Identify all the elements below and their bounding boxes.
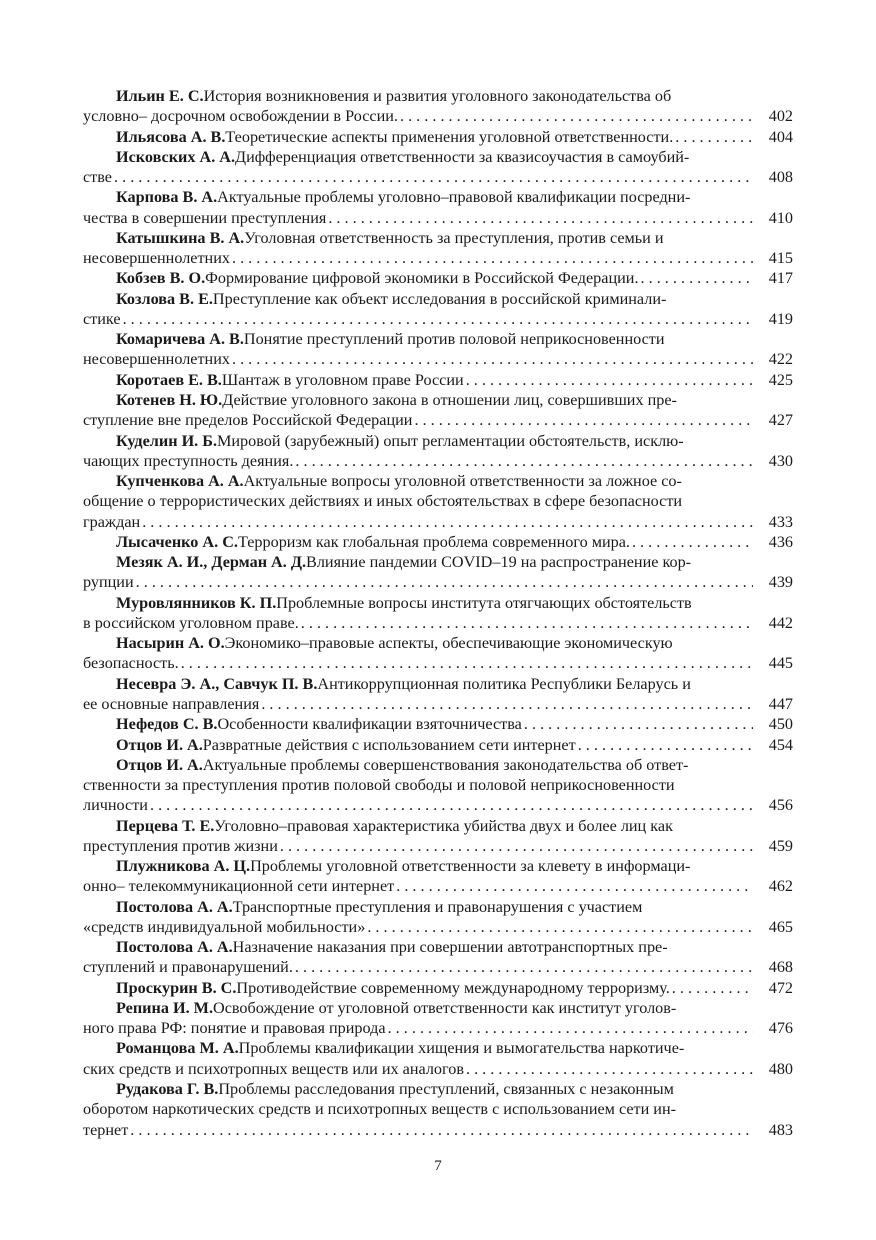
dot-leader — [181, 653, 753, 673]
dot-leader — [280, 836, 753, 856]
toc-author: Перцева Т. Е. — [116, 816, 215, 835]
toc-page-number: 408 — [768, 168, 793, 187]
dot-leader — [396, 876, 753, 896]
toc-entry[interactable] — [83, 735, 793, 755]
toc-line — [83, 836, 793, 856]
dot-leader — [400, 106, 753, 126]
toc-page-number: 447 — [768, 694, 793, 713]
toc-author: Плужникова А. Ц. — [116, 857, 251, 876]
toc-title-line: несовершеннолетних — [83, 350, 230, 369]
toc-entry[interactable] — [83, 978, 793, 998]
toc-title-line: стике — [83, 309, 121, 328]
toc-line — [83, 795, 793, 815]
toc-title-line: Развратные действия с использованием сети интернет — [202, 735, 576, 754]
toc-line — [83, 653, 793, 673]
toc-line — [83, 431, 793, 451]
toc-title-line: Действие уголовного закона в отношении лиц, совершивших пре- — [222, 390, 677, 409]
toc-title-line: личности — [83, 796, 148, 815]
toc-title-line: ственности за преступления против половой свободы и половой неприкосновенности — [83, 776, 675, 795]
toc-entry[interactable] — [83, 228, 793, 269]
toc-title-line: Транспортные преступления и правонарушения с участием — [232, 897, 643, 916]
toc-author: Котенев Н. Ю. — [116, 390, 223, 409]
toc-author: Катышкина В. А. — [116, 228, 245, 247]
toc-title-line: общение о террористических действиях и иных обстоятельствах в сфере безопасности — [83, 492, 683, 511]
toc-page-number: 404 — [768, 127, 793, 146]
toc-author: Отцов И. А. — [116, 735, 203, 754]
toc-entry[interactable] — [83, 289, 793, 330]
toc-line — [83, 775, 793, 795]
dot-leader — [301, 613, 753, 633]
toc-line — [83, 410, 793, 430]
dot-leader — [232, 349, 753, 369]
toc-title-line: преступления против жизни — [83, 836, 278, 855]
dot-leader — [388, 1018, 753, 1038]
toc-entry[interactable] — [83, 187, 793, 228]
toc-line — [83, 512, 793, 532]
toc-entry[interactable] — [83, 633, 793, 674]
toc-title-line: Проблемы расследования преступлений, связанных с незаконным — [218, 1080, 674, 1099]
toc-page-number: 459 — [768, 836, 793, 855]
toc-page-number: 430 — [768, 451, 793, 470]
toc-line — [83, 491, 793, 511]
dot-leader — [295, 957, 753, 977]
toc-line — [83, 248, 793, 268]
toc-line — [83, 106, 793, 126]
toc-line — [83, 451, 793, 471]
toc-title-line: ступлений и правонарушений. — [83, 958, 293, 977]
toc-author: Постолова А. А. — [116, 938, 233, 957]
toc-entry[interactable] — [83, 593, 793, 634]
toc-line — [83, 127, 793, 147]
toc-title-line: Понятие преступлений против половой неприкосновенности — [243, 330, 665, 349]
toc-title-line: ее основные направления — [83, 694, 260, 713]
toc-page-number: 422 — [768, 350, 793, 369]
toc-line — [83, 552, 793, 572]
toc-author: Комаричева А. В. — [116, 330, 244, 349]
dot-leader — [142, 512, 753, 532]
toc-line — [83, 978, 793, 998]
toc-line — [83, 471, 793, 491]
toc-title-line: Актуальные вопросы уголовной ответственности за ложное со- — [243, 472, 682, 491]
toc-page-number: 483 — [768, 1120, 793, 1139]
toc-page-number: 410 — [768, 208, 793, 227]
toc-entry[interactable] — [83, 816, 793, 857]
toc-page-number: 462 — [768, 877, 793, 896]
toc-line — [83, 897, 793, 917]
toc-entry[interactable] — [83, 1038, 793, 1079]
dot-leader — [328, 208, 753, 228]
dot-leader — [130, 1120, 753, 1140]
toc-entry[interactable] — [83, 714, 793, 734]
toc-line — [83, 187, 793, 207]
toc-page-number: 480 — [768, 1059, 793, 1078]
toc-entry[interactable] — [83, 147, 793, 188]
toc-page-number: 442 — [768, 613, 793, 632]
toc-title-line: ного права РФ: понятие и правовая природа — [83, 1019, 386, 1038]
toc-page-number: 415 — [768, 249, 793, 268]
toc-entry[interactable] — [83, 755, 793, 816]
toc-author: Романцова М. А. — [116, 1039, 239, 1058]
toc-author: Постолова А. А. — [116, 897, 233, 916]
dot-leader — [466, 370, 753, 390]
toc-author: Лысаченко А. С. — [116, 532, 238, 551]
toc-title-line: Теоретические аспекты применения уголовной ответственности. — [225, 127, 674, 146]
toc-title-line: чества в совершении преступления — [83, 208, 327, 227]
toc-line — [83, 1099, 793, 1119]
toc-page-number: 456 — [768, 796, 793, 815]
toc-page-number: 402 — [768, 107, 793, 126]
toc-title-line: Проблемы квалификации хищения и вымогательства наркотиче- — [238, 1039, 685, 1058]
toc-author: Мезяк А. И., Дерман А. Д. — [116, 553, 307, 572]
toc-title-line: Мировой (зарубежный) опыт регламентации обстоятельств, исклю- — [217, 431, 684, 450]
toc-line — [83, 370, 793, 390]
toc-line — [83, 694, 793, 714]
dot-leader — [672, 978, 753, 998]
toc-title-line: онно– телекоммуникационной сети интернет — [83, 877, 395, 896]
toc-page-number: 476 — [768, 1019, 793, 1038]
toc-title-line: ских средств и психотропных веществ или их аналогов — [83, 1059, 464, 1078]
toc-line — [83, 937, 793, 957]
toc-line — [83, 532, 793, 552]
toc-line — [83, 1079, 793, 1099]
toc-entry[interactable] — [83, 431, 793, 472]
toc-author: Рудакова Г. В. — [116, 1080, 219, 1099]
toc-line — [83, 309, 793, 329]
toc-title-line: История возникновения и развития уголовного законодательства об — [203, 87, 672, 105]
toc-title-line: Освобождение от уголовной ответственности как институт уголов- — [213, 998, 677, 1017]
toc-line — [83, 1059, 793, 1079]
toc-line — [83, 633, 793, 653]
toc-entry[interactable] — [83, 674, 793, 715]
dot-leader — [114, 167, 753, 187]
toc-line — [83, 714, 793, 734]
toc-title-line: Уголовная ответственность за преступления, против семьи и — [244, 228, 664, 247]
dot-leader — [524, 714, 753, 734]
dot-leader — [466, 1059, 753, 1079]
dot-leader — [367, 917, 753, 937]
toc-page-number: 436 — [768, 532, 793, 551]
toc-title-line: тернет — [83, 1120, 129, 1139]
toc-line — [83, 1018, 793, 1038]
toc-title-line: Проблемные вопросы института отягчающих обстоятельств — [276, 593, 692, 612]
toc-author: Козлова В. Е. — [116, 289, 213, 308]
toc-title-line: Особенности квалификации взяточничества — [217, 715, 522, 734]
toc-author: Отцов И. А. — [116, 755, 203, 774]
toc-entry[interactable] — [83, 856, 793, 897]
toc-title-line: Влияние пандемии COVID–19 на распространение кор- — [306, 553, 692, 572]
toc-title-line: Шантаж в уголовном праве России — [221, 370, 464, 389]
toc-title-line: стве — [83, 168, 112, 187]
toc-author: Насырин А. О. — [116, 634, 225, 653]
toc-line — [83, 816, 793, 836]
toc-line — [83, 390, 793, 410]
toc-author: Ильин Е. С. — [116, 87, 204, 105]
toc-line — [83, 289, 793, 309]
toc-entry[interactable] — [83, 329, 793, 370]
toc-line — [83, 957, 793, 977]
toc-title-line: Экономико–правовые аспекты, обеспечивающие экономическую — [224, 634, 673, 653]
toc-author: Ильясова А. В. — [116, 127, 226, 146]
toc-entry[interactable] — [83, 268, 793, 288]
toc-title-line: несовершеннолетних — [83, 249, 230, 268]
toc-title-line: Антикоррупционная политика Республики Беларусь и — [317, 674, 691, 693]
toc-author: Купченкова А. А. — [116, 472, 244, 491]
toc-entry[interactable] — [83, 1079, 793, 1140]
toc-title-line: граждан — [83, 512, 141, 531]
toc-author: Куделин И. Б. — [116, 431, 217, 450]
table-of-contents — [83, 86, 793, 1140]
dot-leader — [136, 572, 753, 592]
toc-entry[interactable] — [83, 998, 793, 1039]
toc-title-line: Актуальные проблемы уголовно–правовой квалификации посредни- — [217, 188, 691, 207]
toc-title-line: «средств индивидуальной мобильности» — [83, 917, 366, 936]
toc-line — [83, 86, 793, 106]
toc-entry[interactable] — [83, 552, 793, 593]
dot-leader — [123, 309, 753, 329]
toc-title-line: условно– досрочном освобождении в России. — [83, 107, 398, 126]
toc-line — [83, 876, 793, 896]
toc-title-line: Уголовно–правовая характеристика убийства двух и более лиц как — [214, 816, 673, 835]
toc-page-number: 433 — [768, 512, 793, 531]
toc-author: Коротаев Е. В. — [116, 370, 222, 389]
toc-line — [83, 917, 793, 937]
toc-author: Кобзев В. О. — [116, 269, 206, 288]
toc-author: Проскурин В. С. — [116, 978, 237, 997]
toc-author: Репина И. М. — [116, 998, 213, 1017]
toc-line — [83, 613, 793, 633]
toc-entry[interactable] — [83, 897, 793, 938]
dot-leader — [632, 532, 753, 552]
toc-title-line: чающих преступность деяния. — [83, 451, 294, 470]
toc-title-line: рупции — [83, 573, 134, 592]
toc-page-number: 450 — [768, 715, 793, 734]
toc-line — [83, 349, 793, 369]
toc-entry[interactable] — [83, 86, 793, 127]
page-number: 7 — [434, 1158, 442, 1174]
toc-author: Карпова В. А. — [116, 188, 218, 207]
toc-author: Муровлянников К. П. — [116, 593, 277, 612]
toc-title-line: Проблемы уголовной ответственности за клевету в информаци- — [250, 857, 691, 876]
toc-line — [83, 147, 793, 167]
toc-title-line: Назначение наказания при совершении автотранспортных пре- — [232, 938, 668, 957]
toc-title-line: Дифференциация ответственности за квазисоучастия в самоубий- — [235, 147, 690, 166]
toc-entry[interactable] — [83, 937, 793, 978]
toc-title-line: безопасность. — [83, 654, 179, 673]
toc-page-number: 427 — [768, 411, 793, 430]
toc-line — [83, 329, 793, 349]
toc-line — [83, 1120, 793, 1140]
dot-leader — [641, 268, 754, 288]
toc-entry[interactable] — [83, 471, 793, 532]
toc-title-line: Противодействие современному международному терроризму. — [236, 978, 670, 997]
toc-entry[interactable] — [83, 127, 793, 147]
toc-page-number: 472 — [768, 978, 793, 997]
toc-line — [83, 268, 793, 288]
toc-line — [83, 1038, 793, 1058]
toc-author: Нефедов С. В. — [116, 715, 218, 734]
dot-leader — [675, 127, 753, 147]
toc-line — [83, 208, 793, 228]
dot-leader — [150, 795, 753, 815]
toc-title-line: в российском уголовном праве. — [83, 613, 299, 632]
toc-page-number: 465 — [768, 917, 793, 936]
toc-title-line: Формирование цифровой экономики в Российской Федерации. — [205, 269, 639, 288]
toc-line — [83, 998, 793, 1018]
toc-author: Исковских А. А. — [116, 147, 236, 166]
toc-line — [83, 572, 793, 592]
toc-line — [83, 755, 793, 775]
toc-line — [83, 228, 793, 248]
toc-page-number: 439 — [768, 573, 793, 592]
toc-entry[interactable] — [83, 370, 793, 390]
toc-page-number: 445 — [768, 654, 793, 673]
dot-leader — [295, 451, 753, 471]
toc-page-number: 468 — [768, 958, 793, 977]
toc-page-number: 417 — [768, 269, 793, 288]
toc-page-number: 419 — [768, 309, 793, 328]
toc-title-line: оборотом наркотических средств и психотропных веществ с использованием сети ин- — [83, 1100, 677, 1119]
toc-line — [83, 735, 793, 755]
toc-author: Несевра Э. А., Савчук П. В. — [116, 674, 318, 693]
toc-title-line: Терроризм как глобальная проблема современного мира. — [237, 532, 630, 551]
toc-line — [83, 593, 793, 613]
toc-page-number: 425 — [768, 370, 793, 389]
toc-line — [83, 167, 793, 187]
toc-title-line: ступление вне пределов Российской Федерации — [83, 411, 413, 430]
toc-entry[interactable] — [83, 532, 793, 552]
dot-leader — [578, 735, 753, 755]
toc-page-number: 454 — [768, 735, 793, 754]
toc-line — [83, 856, 793, 876]
toc-line — [83, 674, 793, 694]
toc-title-line: Преступление как объект исследования в российской криминали- — [212, 289, 667, 308]
dot-leader — [414, 410, 753, 430]
dot-leader — [232, 248, 753, 268]
dot-leader — [261, 694, 753, 714]
toc-entry[interactable] — [83, 390, 793, 431]
toc-title-line: Актуальные проблемы совершенствования законодательства об ответ- — [202, 755, 689, 774]
